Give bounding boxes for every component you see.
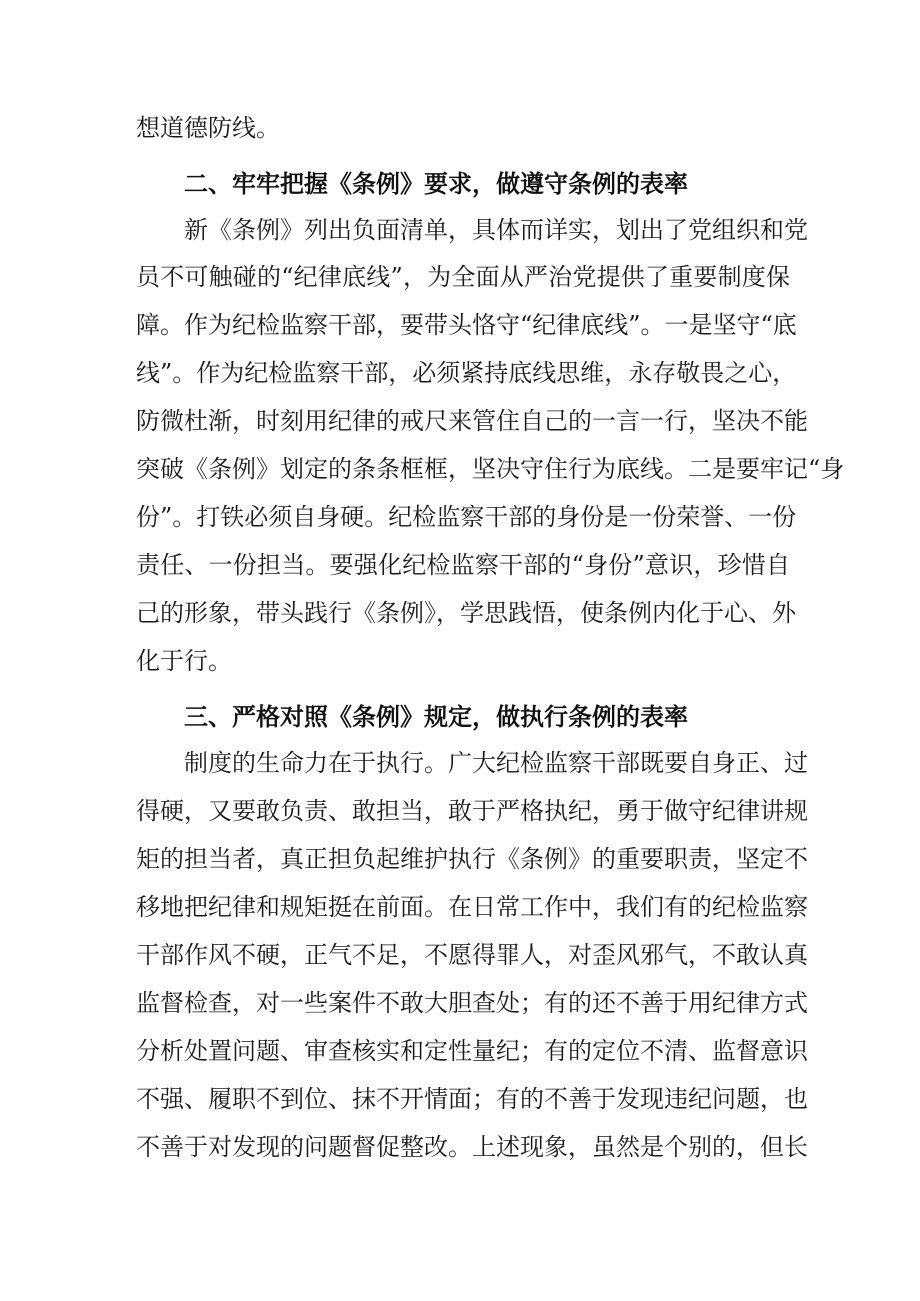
paragraph-line: 监督检查，对一些案件不敢大胆查处；有的还不善于用纪律方式	[136, 989, 808, 1017]
paragraph-line: 得硬，又要敢负责、敢担当，敢于严格执纪，勇于做守纪律讲规	[136, 797, 808, 825]
paragraph-line: 移地把纪律和规矩挺在前面。在日常工作中，我们有的纪检监察	[136, 893, 808, 921]
paragraph-line: 防微杜渐，时刻用纪律的戒尺来管住自己的一言一行，坚决不能	[136, 407, 808, 435]
section-heading-2: 二、牢牢把握《条例》要求，做遵守条例的表率	[184, 170, 688, 198]
paragraph-line: 干部作风不硬，正气不足，不愿得罪人，对歪风邪气，不敢认真	[136, 941, 808, 969]
section-heading-3: 三、严格对照《条例》规定，做执行条例的表率	[184, 703, 688, 731]
continuation-line: 想道德防线。	[136, 114, 280, 142]
paragraph-line: 己的形象，带头践行《条例》，学思践悟，使条例内化于心、外	[136, 599, 796, 627]
paragraph-line: 突破《条例》划定的条条框框，坚决守住行为底线。二是要牢记“身	[136, 455, 845, 483]
paragraph-line: 化于行。	[136, 647, 232, 675]
paragraph-line: 不强、履职不到位、抹不开情面；有的不善于发现违纪问题，也	[136, 1085, 808, 1113]
paragraph-line: 责任、一份担当。要强化纪检监察干部的“身份”意识，珍惜自	[136, 551, 790, 579]
paragraph-line: 不善于对发现的问题督促整改。上述现象，虽然是个别的，但长	[136, 1133, 808, 1161]
paragraph-line: 分析处置问题、审查核实和定性量纪；有的定位不清、监督意识	[136, 1037, 808, 1065]
paragraph-line: 线”。作为纪检监察干部，必须紧持底线思维，永存敬畏之心，	[136, 359, 797, 387]
paragraph-line: 份”。打铁必须自身硬。纪检监察干部的身份是一份荣誉、一份	[136, 503, 797, 531]
paragraph-line: 制度的生命力在于执行。广大纪检监察干部既要自身正、过	[184, 749, 808, 777]
paragraph-line: 矩的担当者，真正担负起维护执行《条例》的重要职责，坚定不	[136, 845, 808, 873]
paragraph-line: 新《条例》列出负面清单，具体而详实，划出了党组织和党	[184, 216, 808, 244]
paragraph-line: 员不可触碰的“纪律底线”，为全面从严治党提供了重要制度保	[136, 263, 790, 291]
paragraph-line: 障。作为纪检监察干部，要带头恪守“纪律底线”。一是坚守“底	[136, 311, 797, 339]
